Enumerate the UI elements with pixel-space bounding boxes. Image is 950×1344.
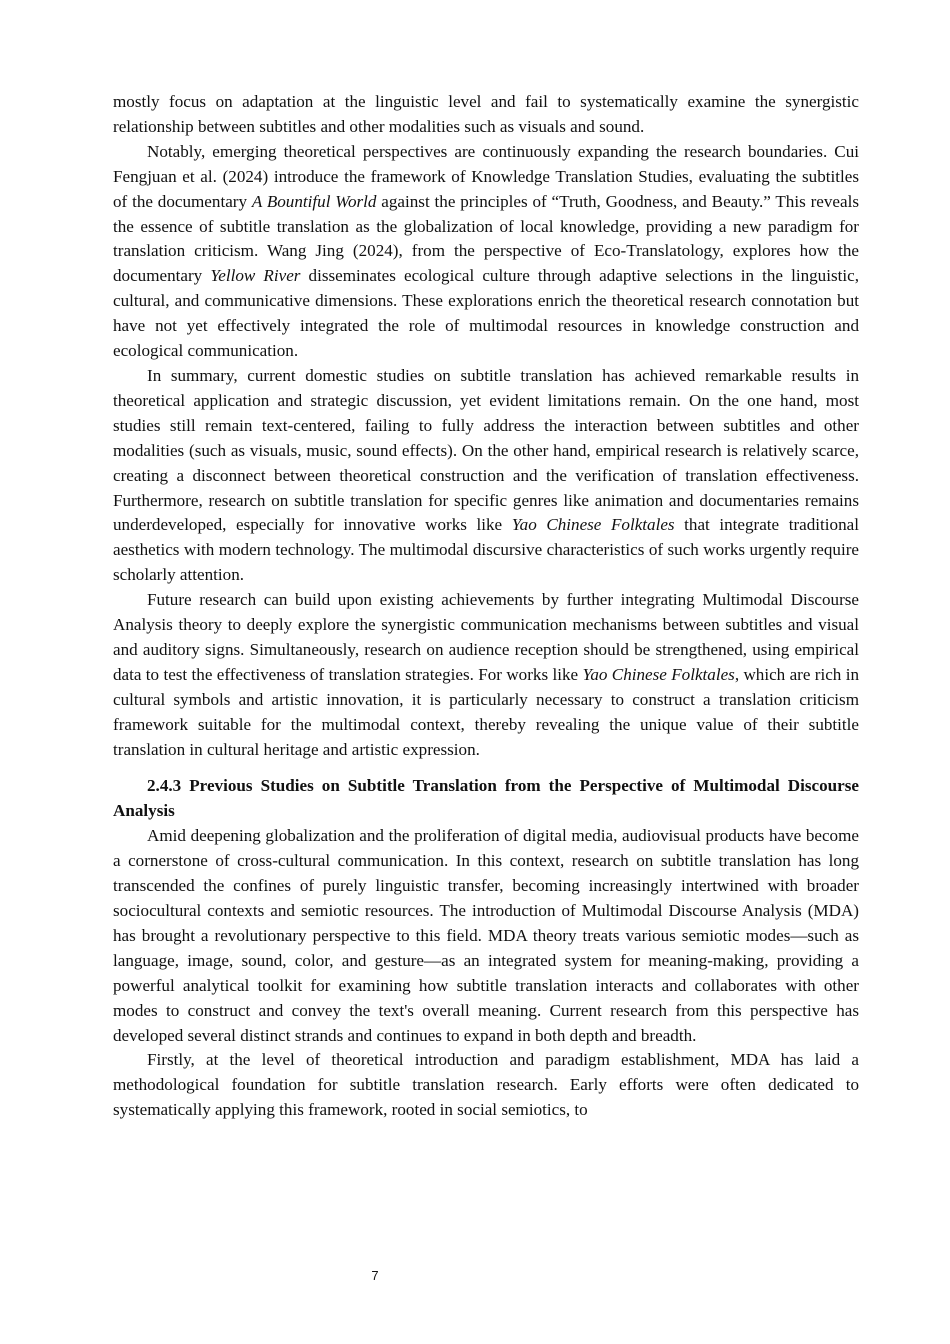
paragraph-firstly: Firstly, at the level of theoretical introduction and paradigm establishment, MDA has laid a methodological foundation for subtitle translation research. Early efforts were often dedicated to systematically applying this framework, rooted in social semiotics, to <box>113 1050 859 1120</box>
paragraph-text: that integrate traditional aesthetics with modern technology. The multimodal discursive characteristics of such works urgently require scholarly attention. <box>113 515 859 585</box>
paragraph-theoretical-perspectives <box>113 140 859 364</box>
page-number: 7 <box>371 1268 379 1283</box>
documentary-title: A Bountiful World <box>251 191 377 211</box>
paragraph-future-research <box>113 588 859 762</box>
paragraph-text: Notably, emerging theoretical perspectives are continuously expanding the research boundaries. Cui Fengjuan et al. (2024) introduce the framework of Knowledge Translation Studies, evaluating the subtitles of the documentary <box>113 141 859 211</box>
paragraph-text: against the principles of “Truth, Goodness, and Beauty.” This reveals the essence of subtitle translation as the globalization of local knowledge, providing a new paradigm for translation criticism. Wang Jing (2024), from the perspective of Eco-Translatology, explores how the documentary <box>113 191 859 286</box>
paragraph-text: , which are rich in cultural symbols and artistic innovation, it is particularly necessary to construct a translation criticism framework suitable for the multimodal context, thereby revealing the unique value of their subtitle translation in cultural heritage and artistic expression. <box>113 664 859 759</box>
document-page <box>113 90 859 1123</box>
paragraph-continuation: mostly focus on adaptation at the linguistic level and fail to systematically examine the synergistic relationship between subtitles and other modalities such as visuals and sound. <box>113 92 859 136</box>
paragraph-summary <box>113 364 859 588</box>
work-title: Yao Chinese Folktales <box>582 664 735 684</box>
paragraph-text: In summary, current domestic studies on subtitle translation has achieved remarkable results in theoretical application and strategic discussion, yet evident limitations remain. On the one hand, most studies still remain text-centered, failing to fully address the interaction between subtitles and other modalities (such as visuals, music, sound effects). On the other hand, empirical research is relatively scarce, creating a disconnect between theoretical construction and the verification of translation effectiveness. Furthermore, research on subtitle translation for specific genres like animation and documentaries remains underdeveloped, especially for innovative works like <box>113 365 859 535</box>
paragraph-text: disseminates ecological culture through adaptive selections in the linguistic, cultural, and communicative dimensions. These explorations enrich the theoretical research connotation but have not yet effectively integrated the role of multimodal resources in knowledge construction and ecological communication. <box>113 266 859 361</box>
work-title: Yao Chinese Folktales <box>511 515 675 535</box>
documentary-title: Yellow River <box>210 266 301 286</box>
paragraph-text: Future research can build upon existing achievements by further integrating Multimodal Discourse Analysis theory to deeply explore the synergistic communication mechanisms between subtitles and visual and auditory signs. Simultaneously, research on audience reception should be strengthened, using empirical data to test the effectiveness of translation strategies. For works like <box>113 590 859 684</box>
paragraph-mda-introduction: Amid deepening globalization and the proliferation of digital media, audiovisual products have become a cornerstone of cross-cultural communication. In this context, research on subtitle translation has long transcended the confines of purely linguistic transfer, becoming increasingly intertwined with broader sociocultural contexts and semiotic resources. The introduction of Multimodal Discourse Analysis (MDA) has brought a revolutionary perspective to this field. MDA theory treats various semiotic modes—such as language, image, sound, color, and gesture—as an integrated system for meaning-making, providing a powerful analytical toolkit for examining how subtitle translation interacts and collaborates with other modes to construct and convey the text's overall meaning. Current research from this perspective has developed several distinct strands and continues to expand in both depth and breadth. <box>113 826 859 1045</box>
section-heading: 2.4.3 Previous Studies on Subtitle Translation from the Perspective of Multimodal Discourse Analysis <box>113 776 859 821</box>
